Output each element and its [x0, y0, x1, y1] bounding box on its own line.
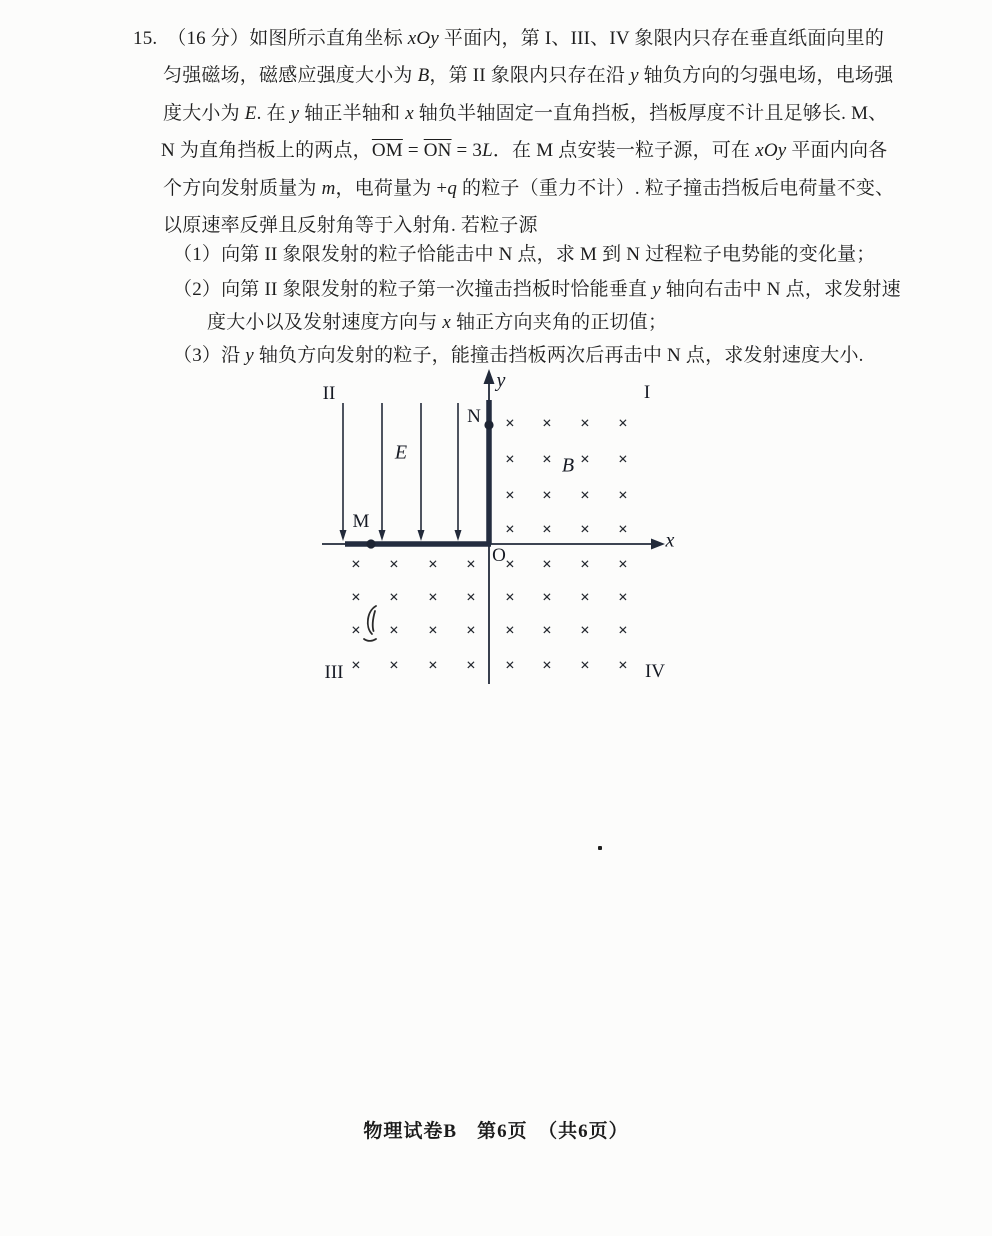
field-cross-icon: × — [580, 519, 590, 539]
field-cross-icon: × — [618, 519, 628, 539]
text-segment: E — [244, 103, 257, 124]
field-cross-icon: × — [466, 655, 476, 675]
field-cross-icon: × — [580, 413, 590, 433]
problem-line-6 — [163, 214, 538, 238]
field-cross-icon: × — [542, 620, 552, 640]
text-segment: q — [447, 178, 458, 199]
text-segment: （1）向第 II 象限发射的粒子恰能击中 N 点，求 M 到 N 过程粒子电势能的变化量； — [173, 244, 876, 265]
text-segment: 轴负方向的匀强电场，电场强 — [638, 65, 894, 86]
text-segment: y — [630, 65, 639, 86]
field-cross-icon: × — [618, 620, 628, 640]
field-cross-icon: × — [580, 554, 590, 574]
text-segment: x — [442, 312, 451, 333]
field-cross-icon: × — [389, 587, 399, 607]
field-cross-icon: × — [542, 587, 552, 607]
quadrant-i-label: I — [643, 382, 651, 403]
text-segment: y — [290, 103, 300, 124]
question-2-line-2 — [207, 311, 667, 335]
quadrant-iii-label: III — [324, 662, 344, 683]
text-segment: 轴正半轴和 — [299, 103, 406, 124]
text-segment: 度大小以及发射速度方向与 — [207, 312, 443, 333]
field-cross-icon: × — [505, 519, 515, 539]
e-field-label: E — [394, 441, 408, 464]
text-segment: 轴负方向发射的粒子，能撞击挡板两次后再击中 N 点，求发射速度大小. — [253, 345, 864, 366]
field-cross-icon: × — [351, 620, 361, 640]
text-segment: ，第 II 象限内只存在沿 — [429, 65, 631, 86]
text-segment: 匀强磁场，磁感应强度大小为 — [163, 65, 418, 86]
text-segment: . 在 — [256, 103, 291, 124]
field-cross-icon: × — [389, 620, 399, 640]
field-cross-icon: × — [542, 449, 552, 469]
field-cross-icon: × — [466, 587, 476, 607]
field-cross-icon: × — [618, 655, 628, 675]
field-cross-icon: × — [580, 449, 590, 469]
field-cross-icon: × — [505, 587, 515, 607]
x-axis-label: x — [665, 529, 675, 552]
text-segment: 平面内，第 I、III、IV 象限内只存在垂直纸面向里的 — [438, 28, 885, 49]
text-segment: 轴负半轴固定一直角挡板，挡板厚度不计且足够长. M、 — [413, 103, 888, 124]
text-segment: （2）向第 II 象限发射的粒子第一次撞击挡板时恰能垂直 — [173, 279, 653, 300]
text-segment: 15. （16 分）如图所示直角坐标 — [133, 28, 408, 49]
text-segment: = 3 — [451, 140, 483, 161]
physics-diagram — [315, 365, 680, 695]
pen-mark-artifact — [364, 606, 376, 641]
field-cross-icon: × — [580, 620, 590, 640]
field-cross-icon: × — [618, 449, 628, 469]
problem-line-2 — [163, 64, 893, 88]
field-cross-icon: × — [542, 519, 552, 539]
field-cross-icon: × — [618, 554, 628, 574]
text-segment: ．在 M 点安装一粒子源，可在 — [492, 140, 756, 161]
field-cross-icon: × — [428, 587, 438, 607]
field-cross-icon: × — [505, 554, 515, 574]
field-cross-icon: × — [389, 554, 399, 574]
point-n-dot — [484, 420, 493, 429]
field-cross-icon: × — [618, 485, 628, 505]
field-cross-icon: × — [542, 554, 552, 574]
field-cross-icon: × — [580, 655, 590, 675]
origin-label: O — [492, 545, 506, 566]
field-cross-icon: × — [505, 655, 515, 675]
field-cross-icon: × — [580, 587, 590, 607]
text-segment: 个方向发射质量为 — [163, 178, 322, 199]
question-2-line — [173, 278, 901, 302]
problem-line-4 — [161, 139, 887, 163]
text-segment: B — [417, 65, 430, 86]
problem-line-5 — [163, 177, 894, 201]
text-segment: 平面内向各 — [786, 140, 888, 161]
text-segment: 轴正方向夹角的正切值； — [451, 312, 668, 333]
field-cross-icon: × — [542, 655, 552, 675]
field-cross-icon: × — [351, 655, 361, 675]
text-segment: ，电荷量为 + — [335, 178, 448, 199]
text-segment: = — [402, 140, 424, 161]
text-segment: $\overline{OM}$ — [371, 140, 403, 161]
text-segment: x — [405, 103, 414, 124]
field-cross-icon: × — [466, 620, 476, 640]
text-segment: 度大小为 — [163, 103, 245, 124]
quadrant-iv-label: IV — [644, 661, 666, 682]
text-segment: y — [652, 279, 661, 300]
point-n-label: N — [467, 406, 481, 427]
field-cross-icon: × — [618, 587, 628, 607]
y-axis-label: y — [496, 369, 506, 392]
quadrant-ii-label: II — [322, 383, 336, 404]
field-cross-icon: × — [351, 587, 361, 607]
text-segment: 轴向右击中 N 点，求发射速 — [660, 279, 901, 300]
b-field-label: B — [561, 454, 575, 477]
field-cross-icon: × — [580, 485, 590, 505]
question-1-line — [173, 243, 876, 267]
field-cross-icon: × — [428, 620, 438, 640]
field-cross-icon: × — [389, 655, 399, 675]
text-segment: $\overline{ON}$ — [423, 140, 452, 161]
text-segment: xOy — [407, 28, 439, 49]
field-cross-icon: × — [428, 554, 438, 574]
text-segment: y — [245, 345, 254, 366]
text-segment: m — [321, 178, 336, 199]
field-cross-icon: × — [618, 413, 628, 433]
text-segment: xOy — [755, 140, 787, 161]
point-m-dot — [366, 539, 375, 548]
problem-line-3 — [163, 102, 887, 126]
field-cross-icon: × — [542, 485, 552, 505]
text-segment: L — [482, 140, 493, 161]
field-cross-icon: × — [505, 449, 515, 469]
text-segment: 以原速率反弹且反射角等于入射角. 若粒子源 — [163, 215, 538, 236]
problem-line-1 — [133, 27, 884, 51]
field-cross-icon: × — [505, 413, 515, 433]
field-cross-icon: × — [505, 620, 515, 640]
field-cross-icon: × — [428, 655, 438, 675]
text-segment: 的粒子（重力不计）. 粒子撞击挡板后电荷量不变、 — [457, 178, 895, 199]
text-segment: N 为直角挡板上的两点， — [161, 140, 372, 161]
ink-speck-artifact — [598, 846, 602, 850]
point-m-label: M — [352, 511, 370, 532]
page-footer: 物理试卷B 第6页 （共6页） — [363, 1121, 629, 1142]
field-cross-icon: × — [542, 413, 552, 433]
field-cross-icon: × — [505, 485, 515, 505]
text-segment: （3）沿 — [173, 345, 246, 366]
field-cross-icon: × — [351, 554, 361, 574]
field-cross-icon: × — [466, 554, 476, 574]
